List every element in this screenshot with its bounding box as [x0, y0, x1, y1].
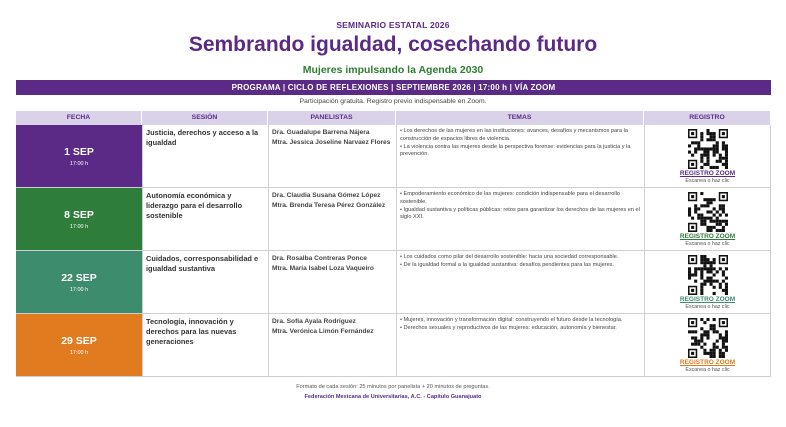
zoom-registration-link[interactable]: REGISTRO ZOOM	[679, 296, 736, 303]
col-header-registro: REGISTRO	[644, 111, 771, 125]
page-subtitle: Mujeres impulsando la Agenda 2030	[302, 64, 484, 76]
page-title: Sembrando igualdad, cosechando futuro	[188, 33, 598, 56]
zoom-registration-link[interactable]: REGISTRO ZOOM	[679, 359, 736, 366]
qr-code-icon[interactable]	[688, 255, 728, 295]
date-cell	[16, 251, 142, 313]
session-time: 17:00 h	[69, 160, 89, 167]
session-date: 8 SEP	[64, 208, 94, 221]
program-banner: PROGRAMA | CICLO DE REFLEXIONES | SEPTIEMBRE 2026 | 17:00 h | VÍA ZOOM	[16, 80, 771, 95]
panelists-cell	[268, 188, 396, 250]
session-time: 17:00 h	[69, 223, 89, 230]
qr-code-icon[interactable]	[688, 129, 728, 169]
panelists-list: Dra. Guadalupe Barrena Nájera Mtra. Jessica Joseline Narvaez Flores	[272, 129, 391, 146]
table-header	[16, 111, 771, 125]
session-date: 1 SEP	[64, 145, 94, 158]
col-header-sesion: SESIÓN	[142, 111, 268, 125]
zoom-registration-link[interactable]: REGISTRO ZOOM	[679, 170, 736, 177]
scan-hint: Escanea o haz clic	[685, 241, 730, 247]
format-note: Formato de cada sesión: 25 minutos por panelista + 20 minutos de preguntas.	[296, 384, 490, 390]
scan-hint: Escanea o haz clic	[685, 304, 730, 310]
scan-hint: Escanea o haz clic	[685, 178, 730, 184]
panelists-list: Dra. Sofía Ayala Rodríguez Mtra. Verónica Limón Fernández	[272, 318, 374, 335]
qr-code-icon[interactable]	[688, 318, 728, 358]
event-eyebrow: SEMINARIO ESTATAL 2026	[336, 20, 450, 30]
session-time: 17:00 h	[69, 349, 89, 356]
col-header-temas: TEMAS	[396, 111, 644, 125]
session-date: 29 SEP	[61, 334, 97, 347]
date-cell	[16, 314, 142, 376]
topics-list: • Empoderamiento económico de las mujeres: condición indispensable para el desarrollo sostenible. • Igualdad sustantiva y políticas públicas: retos para garantizar los derechos de las mujeres en el siglo XXI.	[400, 191, 640, 221]
scan-hint: Escanea o haz clic	[685, 367, 730, 373]
session-cell	[142, 314, 268, 376]
topics-list: • Los cuidados como pilar del desarrollo sostenible: hacia una sociedad corresponsable. • De la igualdad formal a la igualdad sustantiva: desafíos pendientes para las mujeres.	[400, 254, 619, 268]
date-cell	[16, 188, 142, 250]
session-cell	[142, 251, 268, 313]
table-body	[16, 125, 771, 377]
topics-list: • Los derechos de las mujeres en las instituciones: avances, desafíos y mecanismos para la construcción de espacios libres de violencia. • La violencia contra las mujeres desde la perspectiva forense: evidencias para la justicia y la prevención.	[400, 128, 631, 158]
organizer-name: Federación Mexicana de Universitarias, A.C. - Capítulo Guanajuato	[304, 394, 482, 400]
col-header-panelistas: PANELISTAS	[268, 111, 396, 125]
session-time: 17:00 h	[69, 286, 89, 293]
topics-list: • Mujeres, innovación y transformación digital: construyendo el futuro desde la tecnología. • Derechos sexuales y reproductivos de las mujeres: educación, autonomía y bienestar.	[400, 317, 623, 331]
session-date: 22 SEP	[61, 271, 97, 284]
date-cell	[16, 125, 142, 187]
panelists-list: Dra. Rosalba Contreras Ponce Mtra. María Isabel Loza Vaqueiro	[272, 255, 374, 272]
session-cell	[142, 188, 268, 250]
table-row	[16, 251, 771, 314]
session-title: Autonomía económica y liderazgo para el desarrollo sostenible	[146, 191, 243, 220]
panelists-cell	[268, 251, 396, 313]
registration-cell	[644, 188, 771, 250]
table-row	[16, 125, 771, 188]
session-title: Tecnología, innovación y derechos para las nuevas generaciones	[146, 317, 237, 346]
session-title: Justicia, derechos y acceso a la igualdad	[146, 128, 259, 147]
zoom-registration-link[interactable]: REGISTRO ZOOM	[679, 233, 736, 240]
panelists-list: Dra. Claudia Susana Gómez López Mtra. Brenda Teresa Pérez González	[272, 192, 386, 209]
panelists-cell	[268, 125, 396, 187]
registration-note: Participación gratuita. Registro previo indispensable en Zoom.	[299, 98, 487, 105]
session-title: Cuidados, corresponsabilidad e igualdad sustantiva	[146, 254, 259, 273]
registration-cell	[644, 251, 771, 313]
table-row	[16, 314, 771, 377]
panelists-cell	[268, 314, 396, 376]
program-table	[16, 111, 771, 377]
col-header-fecha: FECHA	[16, 111, 142, 125]
topics-cell	[396, 314, 644, 376]
topics-cell	[396, 251, 644, 313]
registration-cell	[644, 314, 771, 376]
table-row	[16, 188, 771, 251]
registration-cell	[644, 125, 771, 187]
topics-cell	[396, 188, 644, 250]
session-cell	[142, 125, 268, 187]
topics-cell	[396, 125, 644, 187]
qr-code-icon[interactable]	[688, 192, 728, 232]
